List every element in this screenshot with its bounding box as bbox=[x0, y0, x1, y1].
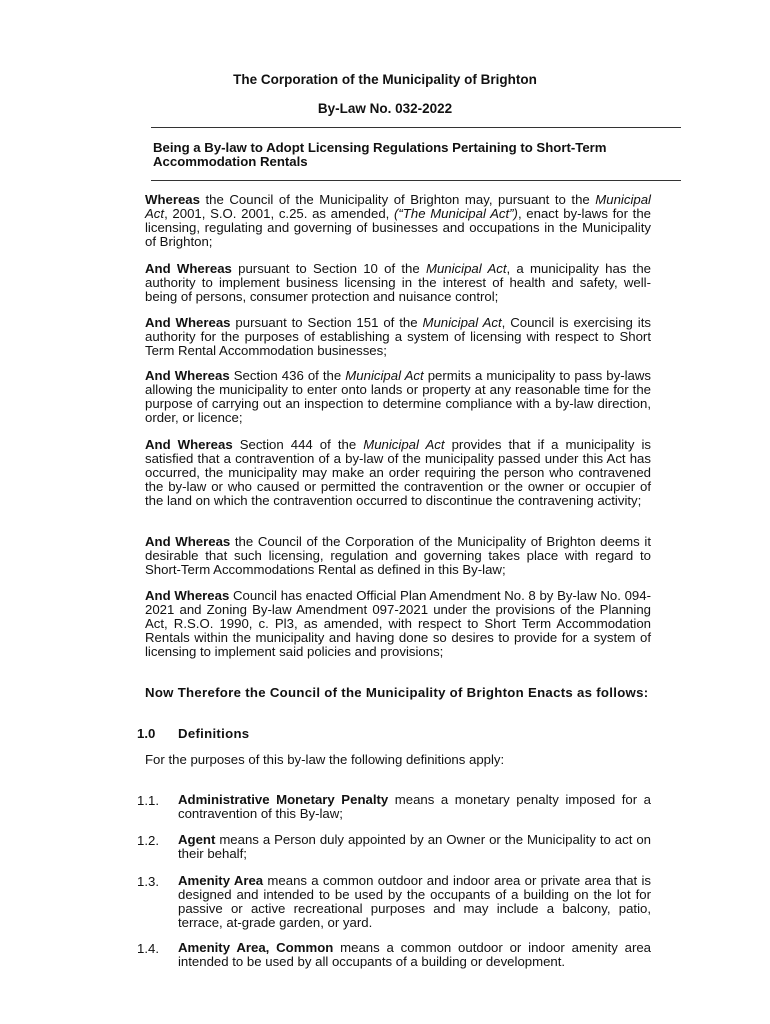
section-number: 1.0 bbox=[137, 726, 156, 741]
recital-lead: And Whereas bbox=[145, 315, 231, 330]
recital-lead: And Whereas bbox=[145, 588, 230, 603]
recital-paragraph: And Whereas Section 444 of the Municipal Act provides that if a municipality is satisfied that a contravention of a by-law of the municipality passed under this Act has occurred, the municipality may make an order requiring the person who contravened the by-law or who caused or permitted the contravention or the owner or occupier of the land on which the contravention occurred to discontinue the contravening activity; bbox=[145, 437, 652, 508]
definition-number: 1.4. bbox=[137, 941, 159, 956]
section-title: Definitions bbox=[178, 726, 250, 741]
recital-lead: And Whereas bbox=[145, 534, 231, 549]
recital-lead: And Whereas bbox=[145, 261, 232, 276]
recital-paragraph: And Whereas pursuant to Section 151 of the Municipal Act, Council is exercising its authority for the purposes of establishing a system of licensing with respect to Short Term Rental Accommodation businesses; bbox=[145, 315, 651, 358]
recital-paragraph: Whereas the Council of the Municipality of Brighton may, pursuant to the Municipal Act, 2001, S.O. 2001, c.25. as amended, (“The Municipal Act”), enact by-laws for the licensing, regulating and governing of businesses and occupations in the Municipality of Brighton; bbox=[145, 192, 651, 249]
definition-item: Agent means a Person duly appointed by an Owner or the Municipality to act on their behalf; bbox=[178, 832, 651, 861]
bottom-divider bbox=[151, 180, 681, 181]
definition-term: Amenity Area, Common bbox=[178, 940, 334, 955]
recital-paragraph: And Whereas Council has enacted Official Plan Amendment No. 8 by By-law No. 094-2021 and Zoning By-law Amendment 097-2021 under the provisions of the Planning Act, R.S.O. 1990, c. Pl3, as amended, with respect to Short Term Accommodation Rentals within the municipality and having done so desires to provide for a system of licensing to implement said policies and provisions; bbox=[145, 588, 651, 659]
recital-lead: And Whereas bbox=[145, 368, 230, 383]
definition-term: Amenity Area bbox=[178, 873, 264, 888]
section-intro: For the purposes of this by-law the following definitions apply: bbox=[145, 752, 505, 767]
bylaw-subtitle: Being a By-law to Adopt Licensing Regulations Pertaining to Short-Term Accommodation Rentals bbox=[153, 140, 607, 169]
enacting-clause: Now Therefore the Council of the Municipality of Brighton Enacts as follows: bbox=[145, 685, 649, 700]
recital-paragraph: And Whereas the Council of the Corporation of the Municipality of Brighton deems it desirable that such licensing, regulation and governing takes place with regard to Short-Term Accommodations Rental as defined in this By-law; bbox=[145, 534, 651, 577]
definition-number: 1.1. bbox=[137, 793, 159, 808]
definition-term: Administrative Monetary Penalty bbox=[178, 792, 389, 807]
definition-number: 1.3. bbox=[137, 874, 159, 889]
recital-paragraph: And Whereas pursuant to Section 10 of the Municipal Act, a municipality has the authority to implement business licensing in the interest of health and safety, well-being of persons, consumer protection and nuisance control; bbox=[145, 261, 652, 304]
definition-term: Agent bbox=[178, 832, 216, 847]
top-divider bbox=[151, 127, 681, 128]
bylaw-number: By-Law No. 032-2022 bbox=[317, 101, 453, 116]
definition-item: Amenity Area, Common means a common outdoor or indoor amenity area intended to be used by all occupants of a building or development. bbox=[178, 940, 652, 969]
recital-paragraph: And Whereas Section 436 of the Municipal Act permits a municipality to pass by-laws allowing the municipality to enter onto lands or property at any reasonable time for the purpose of carrying out an inspection to determine compliance with a by-law direction, order, or licence; bbox=[145, 368, 652, 425]
definition-item: Administrative Monetary Penalty means a monetary penalty imposed for a contravention of this By-law; bbox=[178, 792, 651, 821]
corporation-title: The Corporation of the Municipality of Brighton bbox=[233, 72, 537, 87]
recital-lead: And Whereas bbox=[145, 437, 233, 452]
definition-number: 1.2. bbox=[137, 833, 159, 848]
recital-lead: Whereas bbox=[145, 192, 200, 207]
definition-item: Amenity Area means a common outdoor and indoor area or private area that is designed and intended to be used by the occupants of a building on the lot for passive or active recreational purposes and may include a balcony, patio, terrace, at-grade garden, or yard. bbox=[178, 873, 651, 930]
